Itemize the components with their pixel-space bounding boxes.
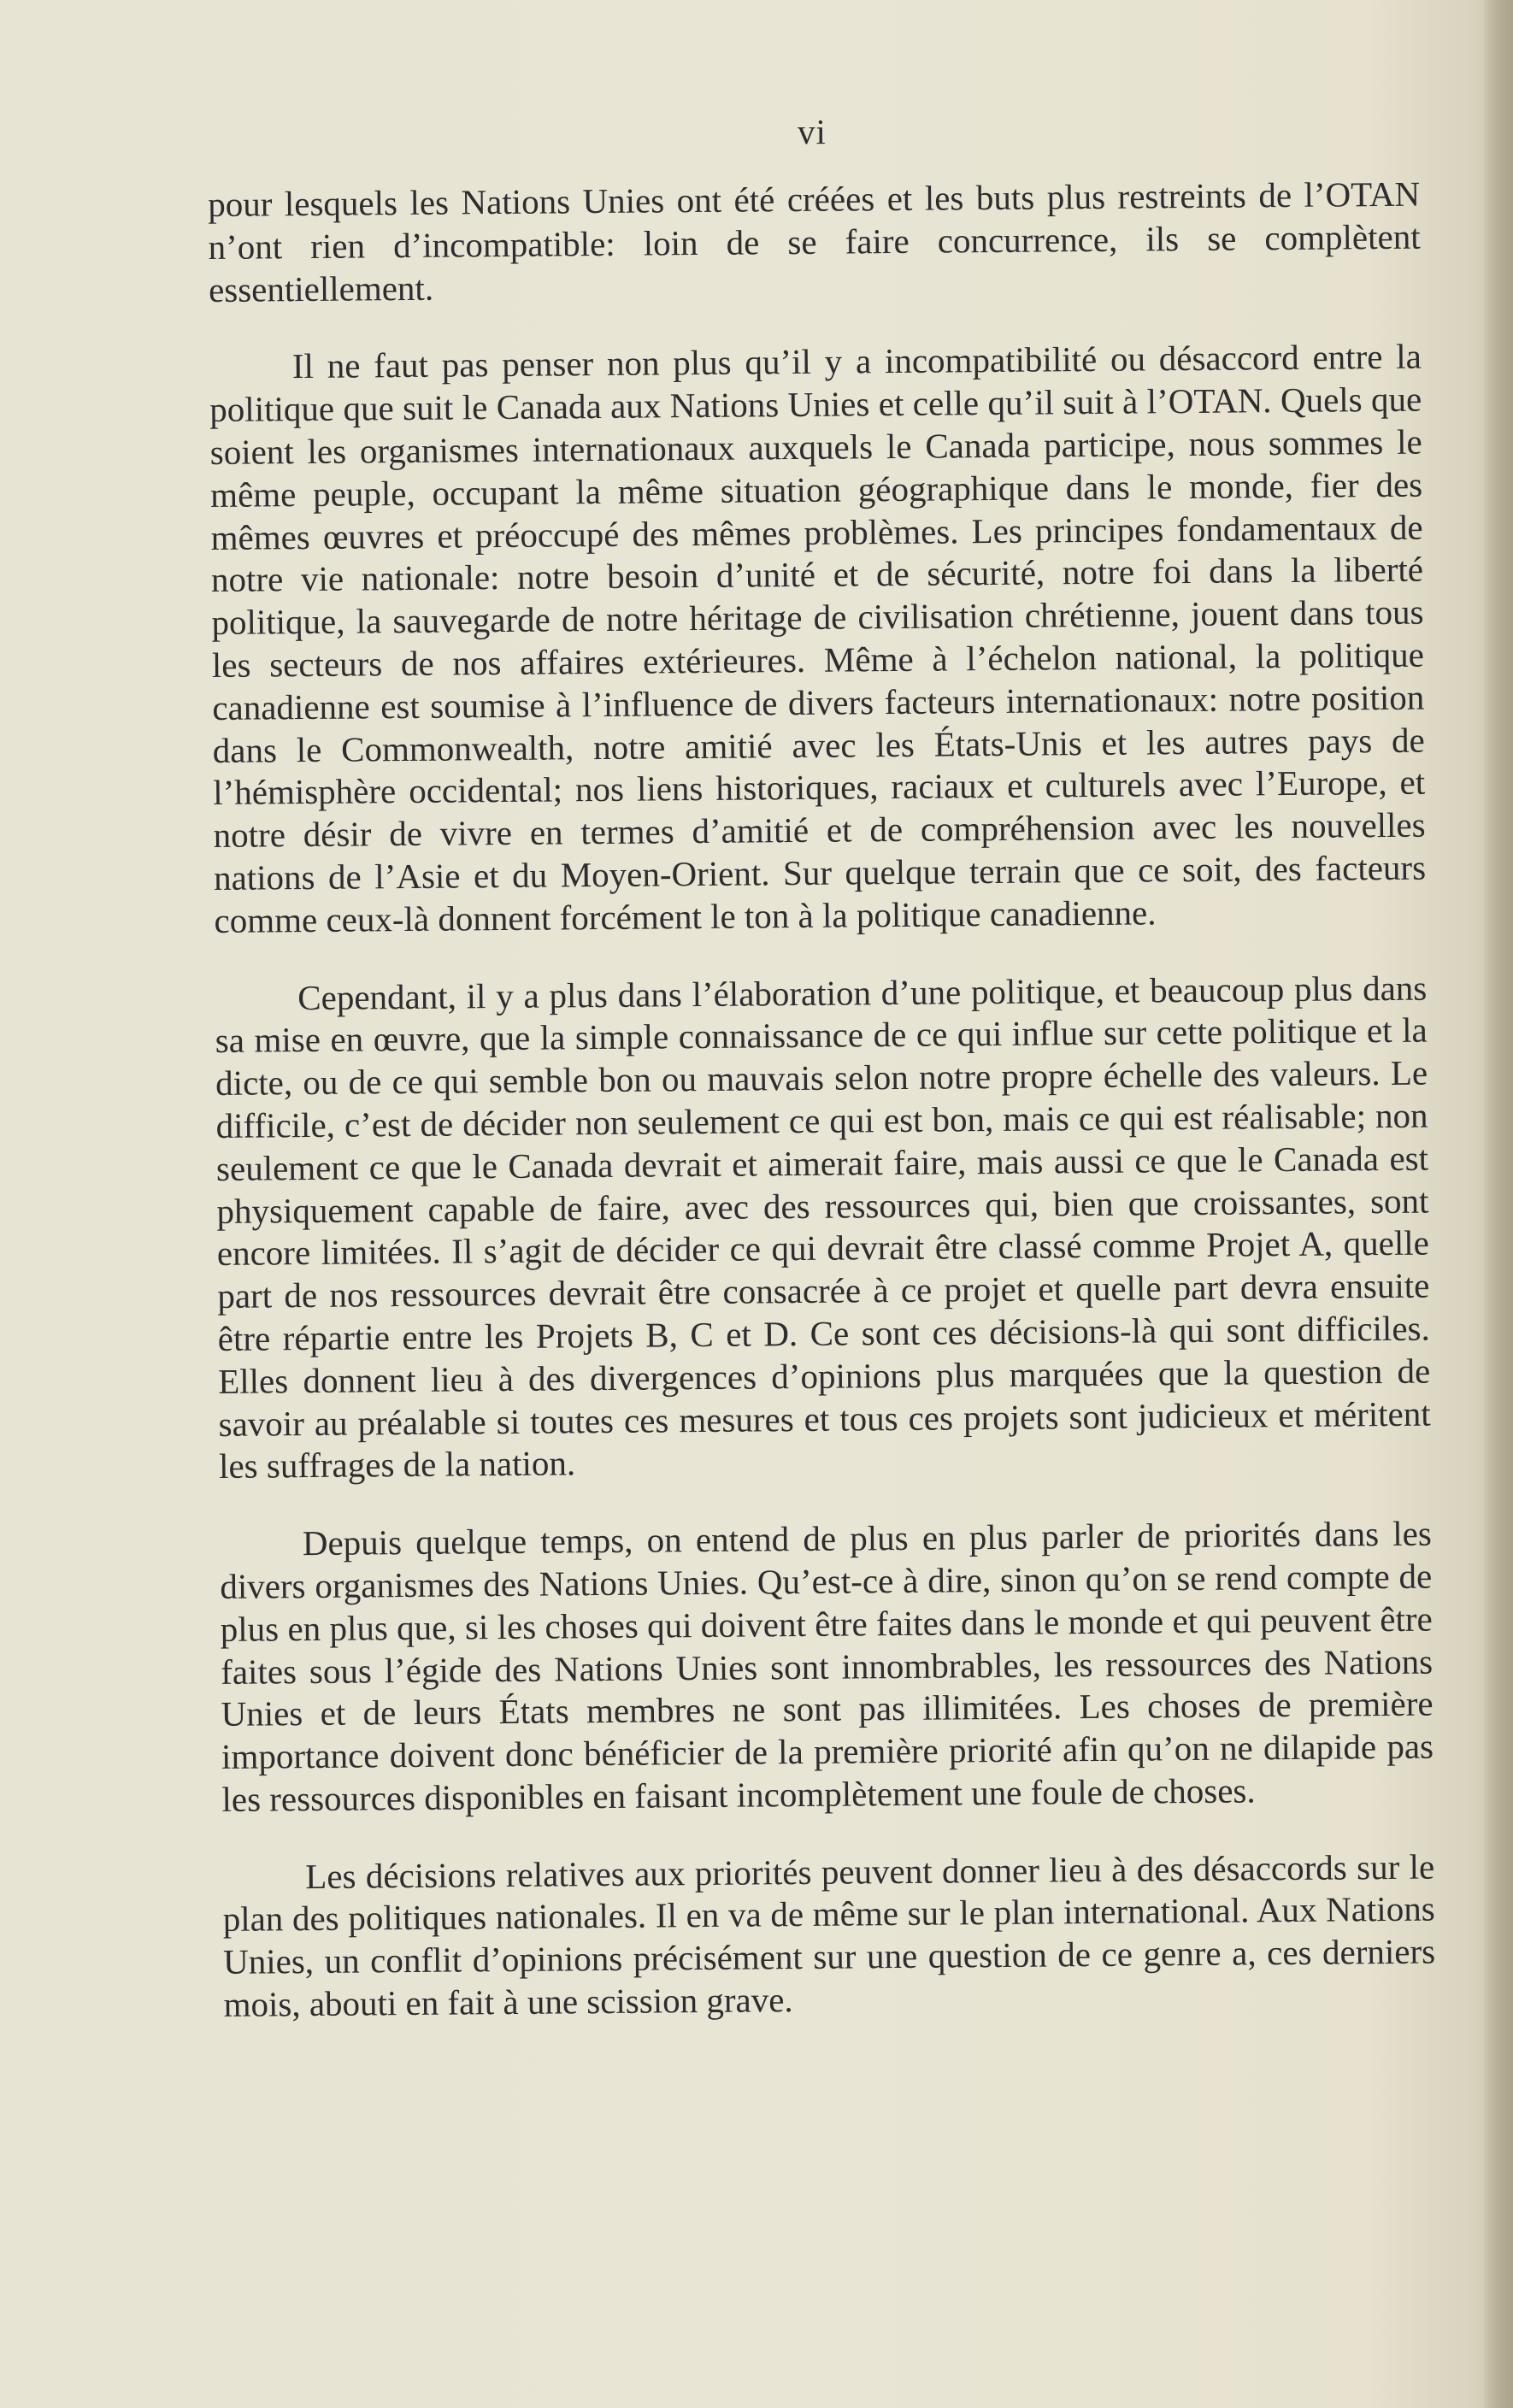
page-edge-shadow <box>1484 0 1513 2408</box>
page-number: vi <box>798 112 827 151</box>
paragraph-canada-policy: Il ne faut pas penser non plus qu’il y a incompatibilité ou désaccord entre la politique que suit le Canada aux Nations Unies et celle qu’il suit à l’OTAN. Quels que soient les organismes internationaux auxquels le Canada participe, nous sommes le même peuple, occupant la même situation géographique dans le monde, fier des mêmes œuvres et préoccupé des mêmes problèmes. Les principes fondamentaux de notre vie nationale: notre besoin d’unité et de sécurité, notre foi dans la liberté politique, la sauvegarde de notre héritage de civilisation chrétienne, jouent dans tous les secteurs de nos affaires extérieures. Même à l’échelon national, la politique canadienne est soumise à l’influence de divers facteurs internationaux: notre position dans le Commonwealth, notre amitié avec les États-Unis et les autres pays de l’hémisphère occidental; nos liens historiques, raciaux et culturels avec l’Europe, et notre désir de vivre en termes d’amitié et de compréhension avec les nouvelles nations de l’Asie et du Moyen-Orient. Sur quelque terrain que ce soit, des facteurs comme ceux-là donnent forcément le ton à la politique canadienne. <box>209 337 1427 940</box>
paragraph-disagreements: Les décisions relatives aux priorités peuvent donner lieu à des désaccords sur le plan des politiques nationales. Il en va de même sur le plan international. Aux Nations Unies, un conflit d’opinions précisément sur une question de ce genre a, ces derniers mois, abouti en fait à une scission grave. <box>222 1846 1436 2024</box>
paragraph-priorities: Depuis quelque temps, on entend de plus en plus parler de priorités dans les divers organismes des Nations Unies. Qu’est-ce à dire, sinon qu’on se rend compte de plus en plus que, si les choses qui doivent être faites dans le monde et qui peuvent être faites sous l’égide des Nations Unies sont innombrables, les ressources des Nations Unies et de leurs États membres ne sont pas illimitées. Les choses de première importance doivent donc bénéficier de la première priorité afin qu’on ne dilapide pas les ressources disponibles en faisant incomplètement une foule de choses. <box>220 1513 1434 1819</box>
paragraph-continuation: pour lesquels les Nations Unies ont été créées et les buts plus restreints de l’OTAN n’ont rien d’incompatible: loin de se faire concurrence, ils se complètent essentiellement. <box>208 174 1421 309</box>
body-text <box>208 174 1436 2062</box>
paragraph-policy-decisions: Cependant, il y a plus dans l’élaboration d’une politique, et beaucoup plus dans sa mise en œuvre, que la simple connaissance de ce qui influe sur cette politique et la dicte, ou de ce qui semble bon ou mauvais selon notre propre échelle des valeurs. Le difficile, c’est de décider non seulement ce qui est bon, mais ce qui est réalisable; non seulement ce que le Canada devrait et aimerait faire, mais aussi ce que le Canada est physiquement capable de faire, avec des ressources qui, bien que croissantes, sont encore limitées. Il s’agit de décider ce qui devrait être classé comme Projet A, quelle part de nos ressources devrait être consacrée à ce projet et quelle part devra ensuite être répartie entre les Projets B, C et D. Ce sont ces décisions-là qui sont difficiles. Elles donnent lieu à des divergences d’opinions plus marquées que la question de savoir au préalable si toutes ces mesures et tous ces projets sont judicieux et méritent les suffrages de la nation. <box>215 968 1431 1487</box>
